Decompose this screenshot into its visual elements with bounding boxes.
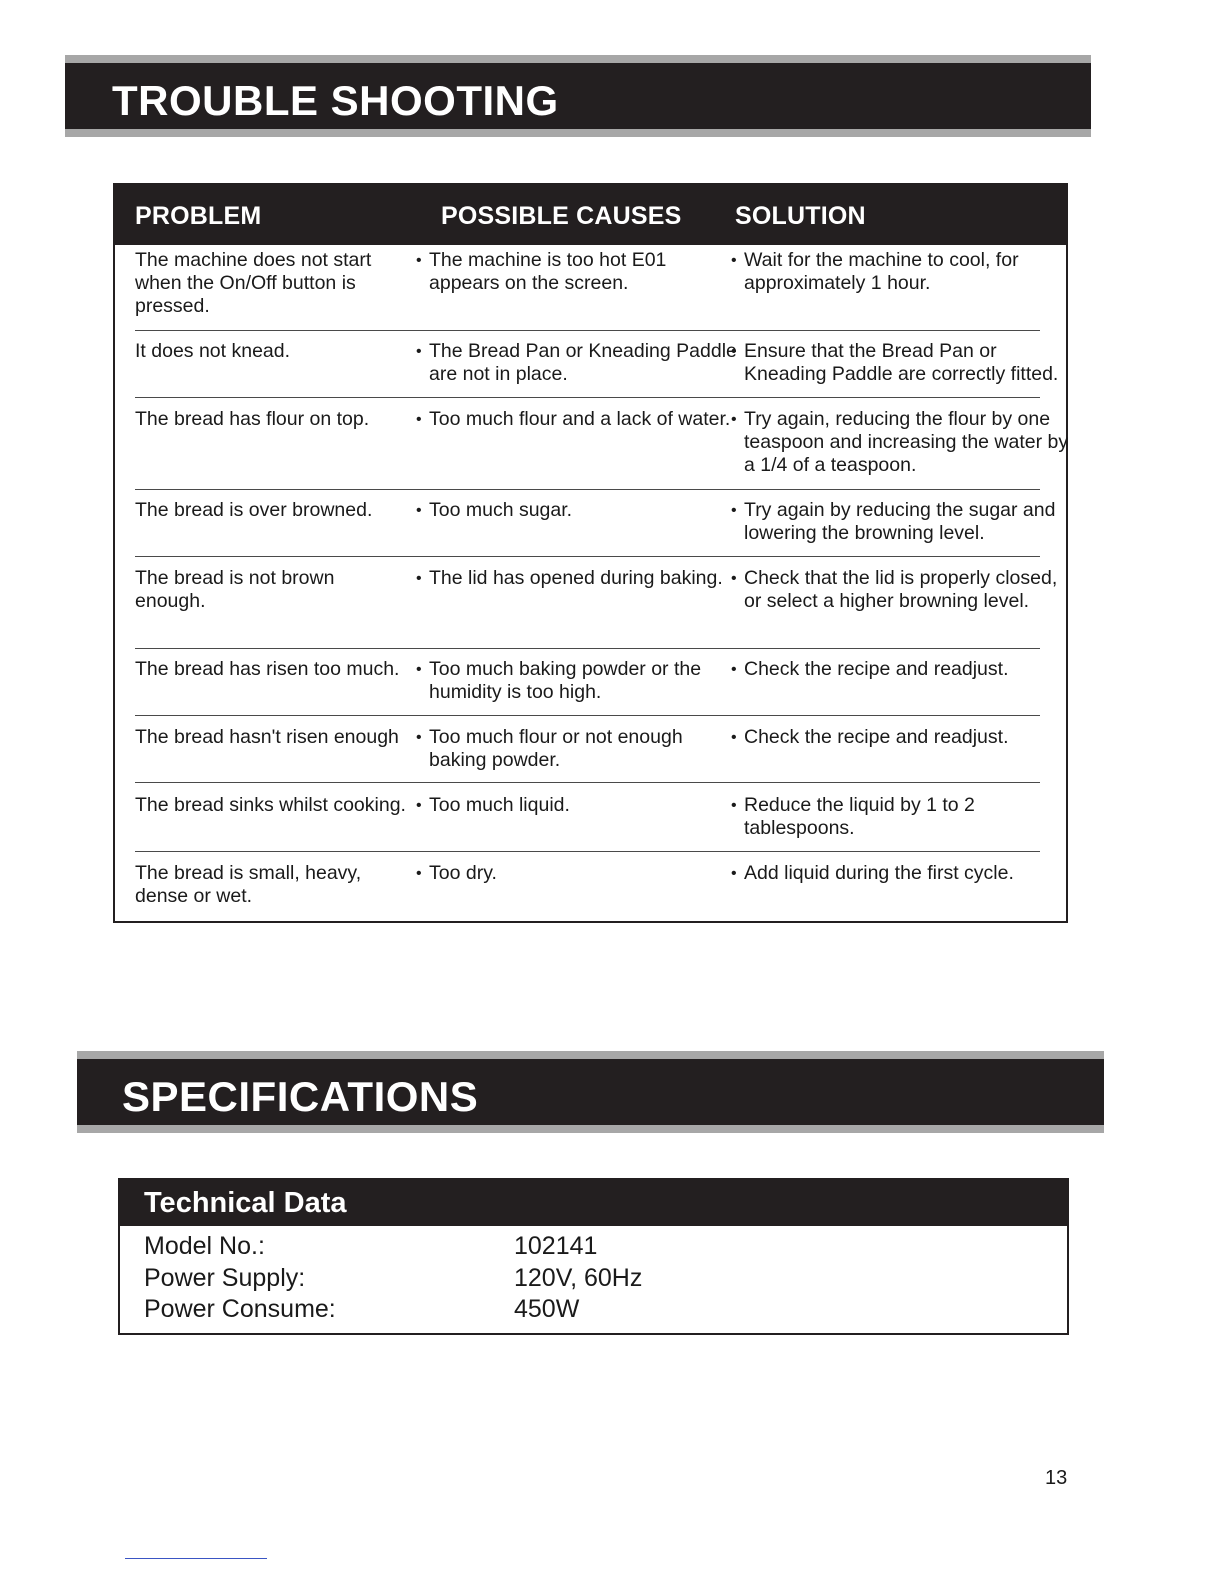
page-number: 13 — [1045, 1467, 1068, 1489]
header-solution: SOLUTION — [735, 202, 866, 230]
technical-data-title: Technical Data — [144, 1187, 347, 1219]
problem-cell: The bread hasn't risen enough — [135, 726, 399, 748]
spec-label: Power Consume: — [144, 1295, 336, 1323]
problem-cell: The bread is not brown enough. — [135, 567, 335, 612]
spec-value: 102141 — [514, 1232, 598, 1260]
solution-cell: • Check that the lid is properly closed, or select a higher browning level. — [731, 567, 1074, 613]
spec-label: Model No.: — [144, 1232, 265, 1260]
table-row — [135, 245, 1040, 331]
table-row — [135, 858, 1040, 918]
table-row — [135, 654, 1040, 716]
solution-cell: • Add liquid during the first cycle. — [731, 862, 1074, 885]
problem-cell: The bread sinks whilst cooking. — [135, 794, 406, 816]
cause-cell: • The Bread Pan or Kneading Paddle are not in place. — [416, 340, 739, 386]
problem-cell: It does not knead. — [135, 340, 291, 362]
cause-cell: • The lid has opened during baking. — [416, 567, 739, 590]
troubleshooting-title: TROUBLE SHOOTING — [112, 77, 559, 124]
spec-row — [144, 1295, 1044, 1326]
solution-cell: • Try again, reducing the flour by one teaspoon and increasing the water by a 1/4 of a teaspoon. — [731, 408, 1074, 477]
footer-rule — [125, 1558, 267, 1559]
header-possible-causes: POSSIBLE CAUSES — [441, 202, 682, 230]
cause-cell: • Too much baking powder or the humidity is too high. — [416, 658, 739, 704]
cause-cell: • Too much flour or not enough baking powder. — [416, 726, 739, 772]
table-row — [135, 790, 1040, 852]
spec-row — [144, 1232, 1044, 1263]
cause-cell: • Too much liquid. — [416, 794, 739, 817]
problem-cell: The bread has flour on top. — [135, 408, 370, 430]
spec-value: 450W — [514, 1295, 580, 1323]
table-row — [135, 404, 1069, 490]
specifications-title: SPECIFICATIONS — [122, 1073, 479, 1120]
solution-cell: • Check the recipe and readjust. — [731, 658, 1074, 681]
cause-cell: • The machine is too hot E01 appears on the screen. — [416, 249, 739, 295]
spec-label: Power Supply: — [144, 1264, 306, 1292]
troubleshooting-banner — [65, 55, 1091, 137]
cause-cell: • Too much sugar. — [416, 499, 739, 522]
solution-cell: • Check the recipe and readjust. — [731, 726, 1074, 749]
problem-cell: The bread has risen too much. — [135, 658, 400, 680]
solution-cell: • Reduce the liquid by 1 to 2 tablespoons. — [731, 794, 1074, 840]
troubleshooting-table-header — [115, 185, 1066, 245]
table-row — [135, 495, 1056, 557]
spec-value: 120V, 60Hz — [514, 1264, 643, 1292]
problem-cell: The bread is small, heavy, dense or wet. — [135, 862, 362, 907]
troubleshooting-table — [113, 183, 1068, 923]
solution-cell: • Ensure that the Bread Pan or Kneading Paddle are correctly fitted. — [731, 340, 1074, 386]
solution-cell: • Wait for the machine to cool, for approximately 1 hour. — [731, 249, 1074, 295]
solution-cell: • Try again by reducing the sugar and lowering the browning level. — [731, 499, 1074, 545]
technical-data-header — [120, 1180, 1067, 1226]
problem-cell: The bread is over browned. — [135, 499, 373, 521]
header-problem: PROBLEM — [135, 202, 262, 230]
technical-data-table — [118, 1178, 1069, 1335]
table-row — [135, 722, 1040, 783]
table-row — [135, 563, 1058, 649]
spec-row — [144, 1264, 1044, 1295]
table-row — [135, 336, 1059, 398]
specifications-banner — [77, 1051, 1104, 1133]
cause-cell: • Too much flour and a lack of water. — [416, 408, 739, 431]
problem-cell: The machine does not start when the On/Off button is pressed. — [135, 249, 372, 317]
cause-cell: • Too dry. — [416, 862, 739, 885]
